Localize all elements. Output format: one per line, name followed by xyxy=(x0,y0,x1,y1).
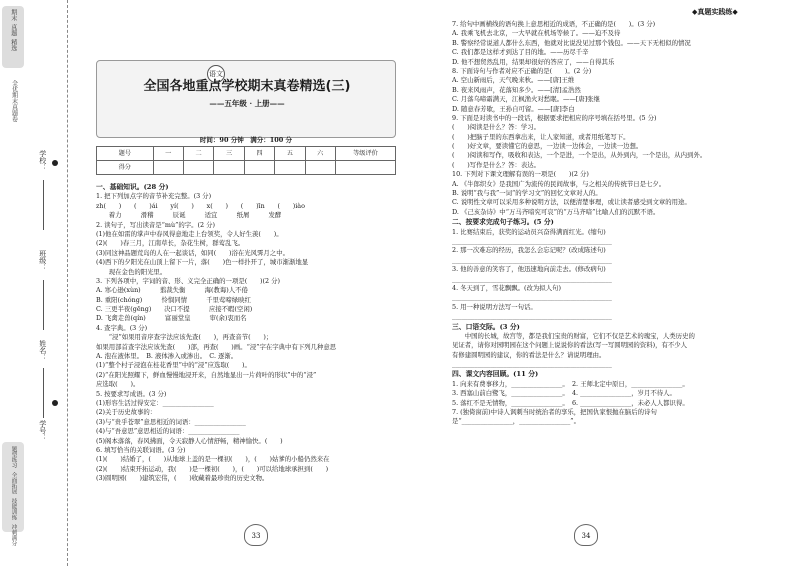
label-name: 姓名： xyxy=(38,340,47,361)
right-question-line: D. 随意春芳歇，王孙自可留。——[唐]李白 xyxy=(452,104,575,113)
left-question-line: (2)( )结束开拓运动，我( )是一棵初( )，( )可以给地球承担到( ) xyxy=(96,464,329,473)
left-question-line: 如果用部首查字法应该先查( )部，再查( )画。“浸”字在字典中有下列几种意思 xyxy=(96,342,337,351)
left-question-line: (3)圆明园( )建筑宏伟，( )收藏着最珍贵的历史文物。 xyxy=(96,474,269,483)
score-input-cell[interactable] xyxy=(275,161,305,175)
right-question-line: ( )阅读是什么？答：学习。 xyxy=(452,123,541,132)
line-school xyxy=(43,180,44,230)
left-question-line: 3. 下列各项中，字词的音、形、义完全正确的一项是( )(2 分) xyxy=(96,276,280,285)
right-question-line: 2. 那一次难忘的经历，我怎么会忘记呢？(改成陈述句) xyxy=(452,246,606,255)
right-question-line: ( )把脑子里的东西拿出来，让人家知道，或者用纸笔写下。 xyxy=(452,132,630,141)
badge-top xyxy=(2,6,24,68)
left-question-line: (3)与“贵乎苍翠”意思相近的词语：________________ xyxy=(96,417,246,426)
right-question-line: 有修建圆明园的建议，你的看法是什么？请说明理由。 xyxy=(452,350,606,359)
score-header-cell: 三 xyxy=(214,147,244,161)
right-question-line: 是“________________，________________”。 xyxy=(452,417,580,426)
label-school: 学校： xyxy=(38,150,47,171)
left-section-heading: 一、基础知识。(28 分) xyxy=(96,183,169,191)
right-question-line: 4. 冬天到了，雪花飘飘。(改为拟人句) xyxy=(452,283,561,292)
right-question-line: C. 我们都是这样才到达了目的地。——历尽千辛 xyxy=(452,48,589,57)
binding-hole xyxy=(52,400,58,406)
right-answer-line[interactable]: __________________________________________________ xyxy=(452,274,612,283)
grade-label: ——五年级 · 上册—— xyxy=(209,99,285,108)
page-number-right: 34 xyxy=(581,532,591,540)
line-name xyxy=(43,368,44,418)
right-question-line: 7. 给句中画横线的语句换上意思相近的成语，不正确的是( )。(3 分) xyxy=(452,20,656,28)
binding-strip xyxy=(0,0,68,566)
left-question-line: A. 泡在液体里。 B. 液体渗入或渗出。 C. 逐渐。 xyxy=(96,352,238,361)
score-header-cell: 五 xyxy=(275,147,305,161)
right-answer-line[interactable]: __________________________________________________ xyxy=(452,236,612,245)
left-question-line: (1)“整个村子浸泡在桂花香里”中的“浸”应选取( )。 xyxy=(96,361,251,370)
left-question-line: 应选取( )。 xyxy=(96,380,140,389)
score-input-cell[interactable] xyxy=(153,161,183,175)
right-section-heading: 二、按要求完成句子练习。(5 分) xyxy=(452,218,554,227)
badge-bottom-text-4: 冲刺满分 xyxy=(10,524,17,546)
right-question-line: ( )写作是什么？答：表达。 xyxy=(452,160,541,169)
right-question-line: 中国的长城，故宫等，都是我们宝贵的财富，它们不仅是艺术的瑰宝，人类历史的 xyxy=(452,331,695,340)
right-question-line: 8. 下面诗句与作者对应不正确的是( )。(2 分) xyxy=(452,66,592,75)
label-number: 学号： xyxy=(38,420,47,441)
score-input-cell[interactable] xyxy=(244,161,274,175)
right-question-line: 10. 下列对下课文理解有误的一项是( )(2 分) xyxy=(452,170,589,179)
right-answer-line[interactable]: __________________________________________________ xyxy=(452,255,612,264)
badge-bottom xyxy=(2,442,24,546)
left-question-line: (4)西下的夕阳光在山顶上留下一片，落( )色一样扑开了，城市渐渐地显 xyxy=(96,258,309,267)
score-input-cell[interactable] xyxy=(214,161,244,175)
left-question-line: “浸”如果用音序查字法应该先查( )，再查音节( )； xyxy=(96,333,273,342)
right-section-heading: 三、口语交际。(3 分) xyxy=(452,322,520,331)
right-answer-line[interactable]: __________________________________________________ xyxy=(452,293,612,302)
right-question-line: 7. (独倚窗前)中诗人讽刺当时统治者的享乐，把国仇家恨抛在脑后的诗句 xyxy=(452,408,657,417)
left-question-line: 6. 填写恰当的关联词语。(3 分) xyxy=(96,445,186,454)
left-question-line: (3)同这神品题荒岛的人在一起谈话，如同( )浴在光风霁月之中。 xyxy=(96,248,289,257)
score-body-row xyxy=(97,161,396,175)
strip-vertical-text: 全优期末真题卷 xyxy=(10,80,18,122)
right-question-line: 1. 向来有费事移力，________________。 2. 王师北定中原日，________________。 xyxy=(452,379,689,388)
right-question-line: C. 月落乌啼霜满天，江枫渔火对愁眠。——[唐]张继 xyxy=(452,95,600,104)
left-question-line: 4. 查字典。(3 分) xyxy=(96,323,148,332)
score-input-cell[interactable] xyxy=(183,161,213,175)
left-question-line: (4)与“吾意思”意思相近的词语：________________ xyxy=(96,427,240,436)
right-question-line: A. 《牛郎织女》是我国广为流传的民间故事，与之相关的传统节日是七夕。 xyxy=(452,179,666,188)
right-question-line: B. 夜来风雨声，花落知多少。——[清]孟浩然 xyxy=(452,85,581,94)
badge-bottom-text-2: 全面拓展 xyxy=(10,472,17,494)
right-section-heading: 四、课文内容回顾。(11 分) xyxy=(452,370,539,379)
right-answer-line[interactable]: __________________________________________________ xyxy=(452,360,612,369)
subject-tag: 语文 xyxy=(207,65,225,83)
page-number-left: 33 xyxy=(251,532,261,540)
right-question-line: B. 说明“我与我”一词“的学习文”的回忆文章对人的。 xyxy=(452,189,602,198)
badge-top-text-3: 精选 xyxy=(9,39,17,51)
right-question-line: A. 我乘飞机去北京，一大早就在机场等候了。——迫不及待 xyxy=(452,29,621,38)
badge-bottom-text-1: 题型练习 xyxy=(10,446,17,468)
score-header-cell: 一 xyxy=(153,147,183,161)
right-question-line: B. 警察经常说道人都什么东西，他就对比说没见过那个钱包。——天下无相似的情况 xyxy=(452,38,691,47)
left-question-line: (5)阁本落落，春风拂面，令天寂静人心情舒畅，精神愉快。( ) xyxy=(96,436,283,445)
score-input-cell[interactable] xyxy=(305,161,335,175)
left-question-line: (1)他在如雷的掌声中春风得意地走上台领奖，令人好生羡( )。 xyxy=(96,229,283,238)
left-question-line: B. 重阳(chóng) 怜悯同情 千里莺啼绿映红 xyxy=(96,295,251,304)
title-box xyxy=(96,60,396,138)
left-question-line: 着力 滑稽 辰诞 适宜 纸屑 发酵 xyxy=(96,211,282,220)
left-question-line: C. 三更半夜(gēng) 决口不提 应接不暇(空闲) xyxy=(96,305,253,314)
score-header-cell: 二 xyxy=(183,147,213,161)
right-question-line: 1. 比赛结束后，获奖的运动员兴奋得满面红光。(缩句) xyxy=(452,227,606,236)
left-question-line: zh( ) ( )ái yí( ) x( ) ( )īn ( )iào xyxy=(96,201,305,210)
page-title: 全国各地重点学校期末真卷精选(三) xyxy=(143,79,351,94)
score-header-cell: 六 xyxy=(305,147,335,161)
right-question-line: ( )阅读和写作，吸收和表达，一个是进，一个是出，从外到内，一个是出，从内到外。 xyxy=(452,151,707,160)
line-class xyxy=(43,280,44,330)
left-questions xyxy=(96,182,401,484)
score-header-row xyxy=(97,147,396,161)
score-header-cell: 等级评价 xyxy=(336,147,396,161)
left-question-line: (1)( )结婚了，( )从地球上盖的是一棵初( )，( )姑爹的小船仍然来在 xyxy=(96,455,330,464)
right-questions xyxy=(452,20,772,427)
left-question-line: D. 飞禽走兽(qín) 富丽堂皇 审(余)衷而名 xyxy=(96,314,247,323)
label-class: 班级： xyxy=(38,250,47,271)
binding-hole xyxy=(52,160,58,166)
right-question-line: 5. 用一种说明方法写一句话。 xyxy=(452,302,537,311)
left-question-line: 2. 读句子，写出读音是“mù”的字。(2 分) xyxy=(96,220,215,229)
right-question-line: 3. 西塞山前白鹭飞，________________。 4. ________________，岁月不待人。 xyxy=(452,389,676,398)
left-question-line: (2)关于历史故事的： xyxy=(96,408,157,417)
right-question-line: 9. 下面是对读书中的一段话，根据要求把相应的序号填在括号里。(5 分) xyxy=(452,113,657,122)
left-question-line: (2)( )春三月，江南草长，杂花生树，群莺乱飞。 xyxy=(96,239,245,248)
left-question-line: 现在金色的阳光里。 xyxy=(96,267,167,276)
left-question-line: (2)“在阳光照耀下，鲜血慢慢地浸开来，自然地显出一片荷叶的形状”中的“浸” xyxy=(96,370,317,379)
badge-top-text-1: 期末 xyxy=(9,9,17,21)
right-question-line: A. 空山新雨后，天气晚来秋。——[唐]王维 xyxy=(452,76,575,85)
right-question-line: 3. 他的善意的笑容了，他迅速地向前走去。(修改病句) xyxy=(452,265,606,274)
right-question-line: 见证者，请你对园明园在这个问题上说说你的看法(写一写圆明园的资料)，有不少人 xyxy=(452,341,688,350)
score-row-label: 得分 xyxy=(97,161,154,175)
right-question-line: ( )好文章，要读懂它的意思，一边读一边体会，一边读一边想。 xyxy=(452,142,643,151)
left-question-line: 5. 按要求写成语。(3 分) xyxy=(96,389,167,398)
badge-top-text-2: 真题 xyxy=(9,24,17,36)
right-question-line: D. 《己亥杂诗》中“万马齐喑究可哀”的“万马齐喑”比喻人们的沉默不语。 xyxy=(452,207,660,216)
left-question-line: (1)形容生活过得安定：________________ xyxy=(96,398,214,407)
corner-tag: ◆真题实践练◆ xyxy=(692,8,738,16)
score-header-cell: 题号 xyxy=(97,147,154,161)
right-question-line: 5. 落红不是无情物，________________。 6. ________________，未必人人都识得。 xyxy=(452,398,689,407)
badge-bottom-text-3: 技能训练 xyxy=(10,498,17,520)
score-table xyxy=(96,146,396,175)
right-question-line: D. 他不想贸然乱用，结果却很好的答应了，——自得其乐 xyxy=(452,57,615,66)
right-question-line: C. 说明性文章可以采用多种说明方法，以便清楚事理，或让读者感受到文章的用途。 xyxy=(452,198,691,207)
score-input-cell[interactable] xyxy=(336,161,396,175)
time-score-line: 时间：90 分钟 满分：100 分 xyxy=(199,136,293,144)
right-answer-line[interactable]: __________________________________________________ xyxy=(452,312,612,321)
score-header-cell: 四 xyxy=(244,147,274,161)
left-question-line: A. 寒心逊(xùn) 翦裁失衡 海(教诲)人不倦 xyxy=(96,286,248,295)
left-question-line: 1. 把下列加点字的音节补充完整。(3 分) xyxy=(96,192,212,201)
